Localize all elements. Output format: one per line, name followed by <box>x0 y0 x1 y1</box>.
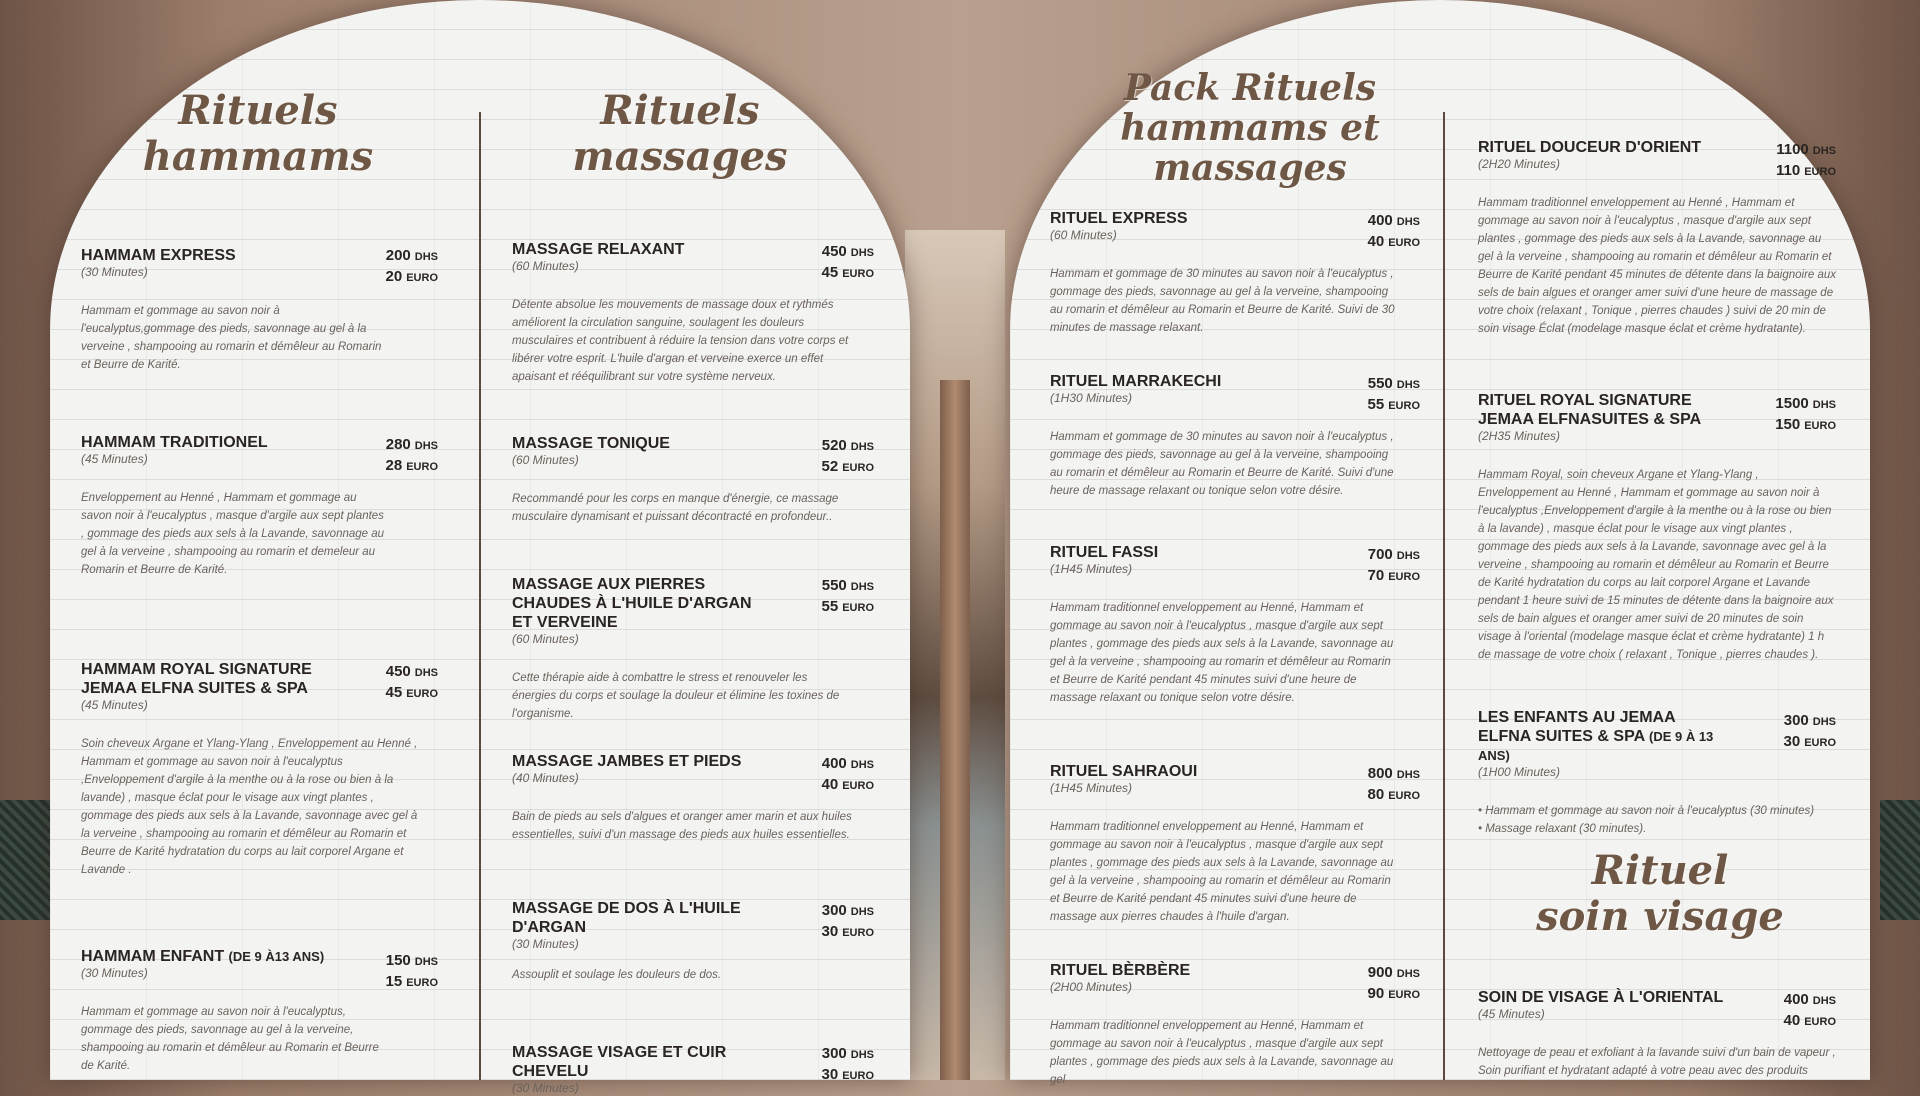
menu-item-rituel-marrakechi: RITUEL MARRAKECHI (1H30 Minutes) Hammam et gommage de 30 minutes au savon noir à l'eucalyptus , gommage des pieds, savonnage au gel à la verveine, shampooing au romarin et démêleur au Romarin et Beurre de Karité. Suivi d'une heure de massage relaxant ou tonique selon votre désire. <box>1050 373 1394 497</box>
menu-panel-right <box>1010 0 1870 1086</box>
price-rituel-berbere: 900 DHS 90 EURO <box>1367 964 1420 1002</box>
menu-item-massage-visage: MASSAGE VISAGE ET CUIR CHEVELU (30 Minutes) <box>512 1044 727 1095</box>
menu-item-rituel-sahraoui: RITUEL SAHRAOUI (1H45 Minutes) Hammam traditionnel enveloppement au Henné, Hammam et gommage au savon noir à l'eucalyptus , masque d'argile aux sept plantes , gommage des pieds aux sels à la Lavande, savonnage au gel à la verveine , shampooing au romarin et démêleur au Romarin et Beurre de Karité pendant 45 minutes suivi d'une heure de massage aux pierres chaudes à l'huile d'argan. <box>1050 763 1394 923</box>
price-hammam-traditionel: 280 DHS 28 EURO <box>385 436 438 474</box>
heading-rituel-soin-visage: Rituel soin visage <box>1536 847 1784 940</box>
price-soin-visage: 400 DHS 40 EURO <box>1783 991 1836 1029</box>
price-les-enfants: 300 DHS 30 EURO <box>1783 712 1836 750</box>
heading-pack-rituels: Pack Rituels hammams et massages <box>1120 67 1380 189</box>
menu-item-hammam-traditionel: HAMMAM TRADITIONEL (45 Minutes) Enveloppement au Henné , Hammam et gommage au savon noir à l'eucalyptus , masque d'argile aux sept plantes , gommage des pieds aux sels à la Lavande, savonnage au gel à la verveine , shampooing au romarin et demeleur au Romarin et Beurre de Karité. <box>81 434 385 576</box>
price-rituel-marrakechi: 550 DHS 55 EURO <box>1367 375 1420 413</box>
price-rituel-royal-signature: 1500 DHS 150 EURO <box>1775 395 1836 433</box>
menu-item-massage-pierres-chaudes: MASSAGE AUX PIERRES CHAUDES À L'HUILE D'ARGAN ET VERVEINE (60 Minutes) Cette thérapie aide à combattre le stress et renouveler les énergies du corps et soulage la douleur et élimine les toxines de l'organisme. <box>512 576 840 720</box>
menu-item-massage-tonique: MASSAGE TONIQUE (60 Minutes) Recommandé pour les corps en manque d'énergie, ce massage musculaire dynamisant et puissant décontracté en profondeur.. <box>512 435 839 523</box>
price-massage-dos: 300 DHS 30 EURO <box>821 902 874 940</box>
background-tile-left <box>0 800 55 920</box>
price-rituel-douceur-orient: 1100 DHS 110 EURO <box>1776 141 1836 179</box>
menu-item-massage-relaxant: MASSAGE RELAXANT (60 Minutes) Détente absolue les mouvements de massage doux et rythmés améliorent la circulation sanguine, soulagent les douleurs musculaires et contribuent à réduire la tension dans votre corps et libérer votre esprit. L'huile d'argan et verveine exerce un effet apaisant et rééquilibrant sur votre système nerveux. <box>512 241 849 383</box>
price-massage-pierres-chaudes: 550 DHS 55 EURO <box>821 577 874 615</box>
menu-item-massage-dos: MASSAGE DE DOS À L'HUILE D'ARGAN (30 Minutes) Assouplit et soulage les douleurs de dos. <box>512 900 741 981</box>
price-massage-relaxant: 450 DHS 45 EURO <box>821 243 874 281</box>
price-massage-tonique: 520 DHS 52 EURO <box>821 437 874 475</box>
heading-rituels-hammams: Rituels hammams <box>142 87 374 180</box>
price-massage-jambes-pieds: 400 DHS 40 EURO <box>821 755 874 793</box>
price-rituel-fassi: 700 DHS 70 EURO <box>1367 546 1420 584</box>
price-rituel-express: 400 DHS 40 EURO <box>1367 212 1420 250</box>
menu-item-soin-visage: SOIN DE VISAGE À L'ORIENTAL (45 Minutes) Nettoyage de peau et exfoliant à la lavande suivi d'un bain de vapeur , Soin purifiant et hydratant adapté à votre peau avec des produits <box>1478 989 1836 1077</box>
column-divider <box>479 112 481 1080</box>
menu-item-rituel-berbere: RITUEL BÈRBÈRE (2H00 Minutes) Hammam traditionnel enveloppement au Henné, Hammam et gommage au savon noir à l'eucalyptus , masque d'argile aux sept plantes , gommage des pieds aux sels à la Lavande, savonnage au gel <box>1050 962 1394 1086</box>
column-divider <box>1443 112 1445 1080</box>
heading-rituels-massages: Rituels massages <box>572 87 788 180</box>
menu-panel-left <box>50 0 910 1095</box>
price-hammam-express: 200 DHS 20 EURO <box>385 247 438 285</box>
menu-item-rituel-douceur-orient: RITUEL DOUCEUR D'ORIENT (2H20 Minutes) Hammam traditionnel enveloppement au Henné , Hammam et gommage au savon noir à l'eucalyptus , masque d'argile aux sept plantes , gommage des pieds aux sels à la Lavande, savonnage au gel à la verveine , shampooing au romarin et démêleur au Romarin et Beurre de Karité pendant 45 minutes de détente dans la baignoire aux sels de bain algues et oranger amer suivi d'une heure de massage de votre choix (relaxant , Tonique , pierres chaudes ) suivi de 20 min de soin visage Éclat (modelage masque éclat et crème hydratante). <box>1478 139 1837 335</box>
background-tile-right <box>1880 800 1920 920</box>
price-rituel-sahraoui: 800 DHS 80 EURO <box>1367 765 1420 803</box>
background-pillar <box>940 380 970 1080</box>
menu-item-rituel-royal-signature: RITUEL ROYAL SIGNATURE JEMAA ELFNASUITES & SPA (2H35 Minutes) Hammam Royal, soin cheveux Argane et Ylang-Ylang , Enveloppement au Henné , Hammam et gommage au savon noir à l'eucalyptus ,Enveloppement d'argile à la menthe ou à la rose ou bien à la lavande) , masque éclat pour le visage aux vingt plantes , gommage des pieds aux sels à la Lavande, savonnage avec gel à la verveine , shampooing au romarin et démêleur au Romarin et Beurre de Karité hydratation du corps au lait corporel Argane et Lavande pendant 1 heure suivi de 15 minutes de détente dans la baignoire aux sels de bain algues et oranger amer suivi de 20 minutes de soin visage à l'oriental (modelage masque éclat et crème hydratante) 1 h de massage de votre choix ( relaxant , Tonique , pierres chaudes ). <box>1478 392 1834 661</box>
menu-item-hammam-royal: HAMMAM ROYAL SIGNATURE JEMAA ELFNA SUITES & SPA (45 Minutes) Soin cheveux Argane et Ylang-Ylang , Enveloppement au Henné , Hammam et gommage au savon noir à l'eucalyptus ,Enveloppement d'argile à la menthe ou à la rose ou bien à la lavande) , masque éclat pour le visage aux vingt plantes , gommage des pieds aux sels à la Lavande, savonnage avec gel à la verveine , shampooing au romarin et démêleur au Romarin et Beurre de Karité hydratation du corps au lait corporel Argane et Lavande . <box>81 661 418 876</box>
menu-item-les-enfants: LES ENFANTS AU JEMAA ELFNA SUITES & SPA (DE 9 À 13 ANS) (1H00 Minutes) • Hammam et gommage au savon noir à l'eucalyptus (30 minutes) • Massage relaxant (30 minutes). <box>1478 708 1838 838</box>
menu-item-hammam-enfant: HAMMAM ENFANT (DE 9 À13 ANS) (30 Minutes) Hammam et gommage au savon noir à l'eucalyptus, gommage des pieds, savonnage au gel à la verveine, shampooing au romarin et démêleur au Romarin et Beurre de Karité. <box>81 948 379 1072</box>
price-massage-visage: 300 DHS 30 EURO <box>821 1045 874 1083</box>
price-hammam-enfant: 150 DHS 15 EURO <box>385 952 438 990</box>
menu-item-massage-jambes-pieds: MASSAGE JAMBES ET PIEDS (40 Minutes) Bain de pieds au sels d'algues et oranger amer marin et aux huiles essentielles, suivi d'un massage des pieds aux huiles essentielles. <box>512 753 852 841</box>
menu-item-rituel-express: RITUEL EXPRESS (60 Minutes) Hammam et gommage de 30 minutes au savon noir à l'eucalyptus , gommage des pieds, savonnage au gel à la verveine, shampooing au romarin et démêleur au Romarin et Beurre de Karité. Suivi de 30 minutes de massage relaxant. <box>1050 210 1395 334</box>
bullet-list: • Hammam et gommage au savon noir à l'eucalyptus (30 minutes) • Massage relaxant (30 minutes). <box>1478 805 1815 835</box>
price-hammam-royal: 450 DHS 45 EURO <box>385 663 438 701</box>
menu-item-hammam-express: HAMMAM EXPRESS (30 Minutes) Hammam et gommage au savon noir à l'eucalyptus,gommage des pieds, savonnage au gel à la verveine , shampooing au romarin et démêleur au Romarin et Beurre de Karité. <box>81 247 382 371</box>
menu-item-rituel-fassi: RITUEL FASSI (1H45 Minutes) Hammam traditionnel enveloppement au Henné, Hammam et gommage au savon noir à l'eucalyptus , masque d'argile aux sept plantes , gommage des pieds aux sels à la Lavande, savonnage au gel à la verveine , shampooing au romarin et démêleur au Romarin et Beurre de Karité pendant 45 minutes suivi d'une heure de massage relaxant ou tonique selon votre désire. <box>1050 544 1394 704</box>
